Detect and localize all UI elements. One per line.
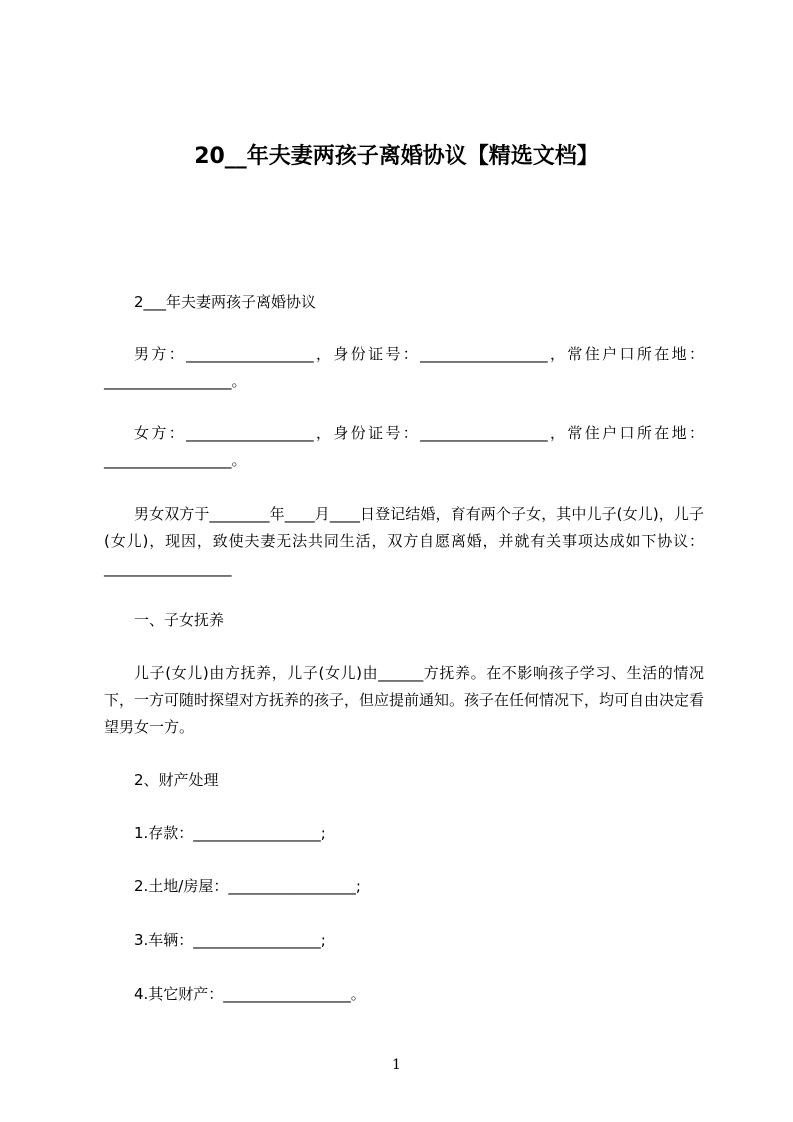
child-custody-paragraph: 儿子(女儿)由方抚养，儿子(女儿)由______方抚养。在不影响孩子学习、生活的情况下，一方可随时探望对方抚养的孩子，但应提前通知。孩子在任何情况下，均可自由决定看望男女一方。 — [104, 664, 705, 736]
female-party-paragraph: 女方：_________________，身份证号：_________________，常住户口所在地：_________________。 — [104, 424, 704, 469]
property-item-other: 4.其它财产：_________________。 — [134, 985, 366, 1003]
document-title: 20__年夫妻两孩子离婚协议【精选文档】 — [194, 144, 599, 169]
section-heading-property: 2、财产处理 — [134, 771, 219, 789]
property-item-vehicle: 3.车辆：_________________; — [134, 931, 326, 949]
section-heading-child-custody: 一、子女抚养 — [134, 611, 225, 629]
male-party-paragraph: 男方：_________________，身份证号：_________________，常住户口所在地：_________________。 — [104, 345, 704, 390]
intro-paragraph: 男女双方于________年____月____日登记结婚，育有两个子女，其中儿子(女儿)，儿子(女儿)，现因，致使夫妻无法共同生活，双方自愿离婚，并就有关事项达成如下协议：_________________ — [104, 505, 704, 577]
property-item-land: 2.土地/房屋：_________________; — [134, 877, 361, 895]
property-item-savings: 1.存款：_________________; — [134, 824, 326, 842]
page-number: 1 — [392, 1057, 401, 1073]
agreement-subtitle: 2___年夫妻两孩子离婚协议 — [134, 293, 317, 311]
